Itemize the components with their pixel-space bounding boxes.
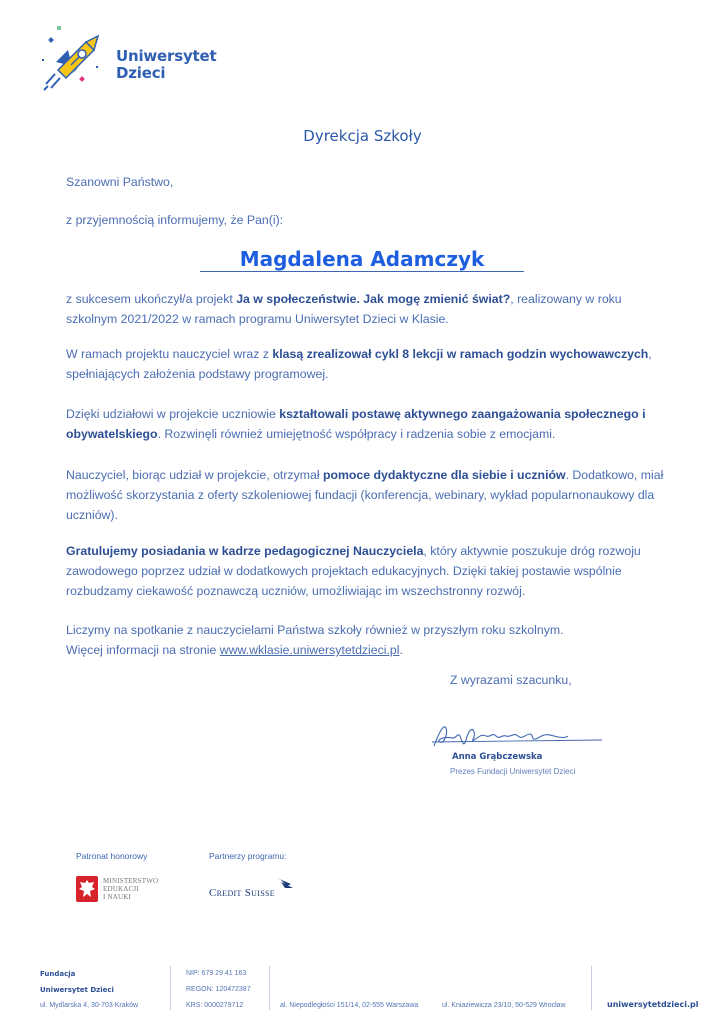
credit-suisse-logo: Credit Suisse [209, 878, 299, 904]
signature-image [430, 722, 605, 752]
ministry-logo [76, 876, 166, 906]
logo [38, 26, 217, 96]
signer-title: Prezes Fundacji Uniwersytet Dzieci [450, 767, 576, 776]
paragraph-lessons: W ramach projektu nauczyciel wraz z klasą zrealizował cykl 8 lekcji w ramach godzin wychowawczych, spełniających założenia podstawy programowej. [66, 347, 652, 381]
footer-wroclaw-address: ul. Kniaziewicza 23/10, 50-529 Wrocław [442, 1002, 566, 1009]
closing-phrase: Z wyrazami szacunku, [450, 673, 572, 687]
rocket-icon [38, 26, 113, 96]
logo-line-1: Uniwersytet [116, 47, 217, 65]
greeting: Szanowni Państwo, [66, 175, 174, 189]
ministry-text: MINISTERSTWO EDUKACJI I NAUKI [103, 877, 159, 901]
footer-warsaw-address: al. Niepodległości 151/14, 02-555 Warszawa [280, 1002, 419, 1009]
footer-divider [170, 966, 171, 1010]
project-title: Ja w społeczeństwie. Jak mogę zmienić świat? [236, 292, 511, 306]
logo-text [116, 48, 216, 82]
recipient-line [200, 246, 524, 272]
intro-line: z przyjemnością informujemy, że Pan(i): [66, 213, 284, 227]
logo-line-2: Dzieci [116, 64, 166, 82]
footer-org: Fundacja Uniwersytet Dzieci ul. Mydlarska 4, 30-703 Kraków [40, 970, 139, 1009]
website-link[interactable]: www.wklasie.uniwersytetdzieci.pl [219, 643, 400, 657]
paragraph-students: Dzięki udziałowi w projekcie uczniowie kształtowali postawę aktywnego zaangażowania społecznego i obywatelskiego. Rozwinęli również umiejętność współpracy i radzenia sobie z emocjami. [66, 407, 646, 441]
footer [0, 960, 725, 1010]
recipient-name: Magdalena Adamczyk [239, 247, 485, 271]
footer-divider [269, 966, 270, 1010]
footer-website [607, 1000, 699, 1009]
sails-icon [277, 878, 293, 890]
paragraph-project: z sukcesem ukończył/a projekt Ja w społeczeństwie. Jak mogę zmienić świat?, realizowany w roku szkolnym 2021/2022 w ramach programu Uniwersytet Dzieci w Klasie. [66, 292, 622, 326]
partners-label: Partnerzy programu: [209, 851, 287, 861]
footer-registry: NIP: 679 29 41 163 REGON: 120472387 KRS: 0000279712 [186, 970, 251, 1009]
paragraph-closing-info: Liczymy na spotkanie z nauczycielami Państwa szkoły również w przyszłym roku szkolnym. Więcej informacji na stronie www.wklasie.uniwersytetdzieci.pl. [66, 623, 564, 657]
addressee-heading: Dyrekcja Szkoły [303, 127, 422, 145]
paragraph-teacher-resources: Nauczyciel, biorąc udział w projekcie, otrzymał pomoce dydaktyczne dla siebie i uczniów. Dodatkowo, miał możliwość skorzystania z oferty szkoleniowej fundacji (konferencja, webinary, wykład popularnonaukowy dla uczniów). [66, 468, 664, 522]
eagle-emblem-icon [76, 876, 98, 902]
signer-name: Anna Grąbczewska [452, 752, 543, 762]
footer-divider [591, 966, 592, 1010]
paragraph-congratulations: Gratulujemy posiadania w kadrze pedagogicznej Nauczyciela, który aktywnie poszukuje dróg rozwoju zawodowego poprzez udział w dodatkowych projektach edukacyjnych. Dzięki takiej postawie wspólnie rozbudzamy ciekawość poznawczą uczniów, umożliwiając im wszechstronny rozwój. [66, 544, 641, 598]
footer-website-link[interactable]: uniwersytetdzieci.pl [607, 1000, 699, 1009]
patronage-label: Patronat honorowy [76, 851, 148, 861]
